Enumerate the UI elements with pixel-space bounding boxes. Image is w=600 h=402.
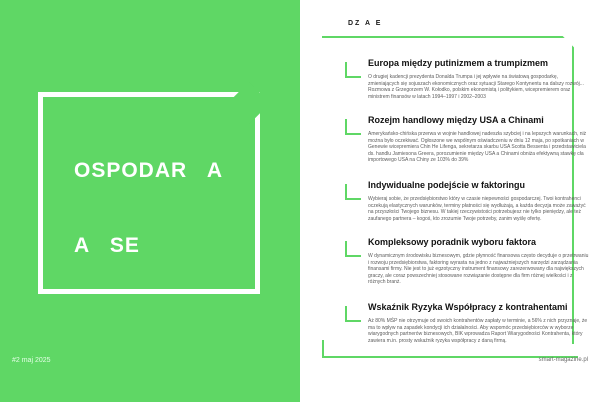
- issue-date: #2 maj 2025: [12, 357, 51, 364]
- right-page: [300, 0, 600, 402]
- section-title: [74, 108, 254, 308]
- article-title-1[interactable]: Europa między putinizmem a trumpizmem: [368, 58, 549, 68]
- article-marker-5: [345, 306, 361, 322]
- bottom-decorative-line: [322, 340, 578, 358]
- article-marker-1: [345, 62, 361, 78]
- article-2[interactable]: [368, 115, 590, 164]
- article-marker-3: [345, 184, 361, 200]
- article-body-5: Aż 80% MŚP nie otrzymuje od swoich kontrahentów zapłaty w terminie, a 56% z nich przyznaje, że ma to wpływ na zapadek kondycji ich działalności. Aby wspomóc przedsiębiorców w wyborze wiarygodnych partnerów biznesowych, BIK wprowadza Raport Wiarygodności Kontrahenta, który zawiera m.in. prosty wskaźnik ryzyka współpracy z daną firmą.: [368, 318, 588, 344]
- page-header: DZ A E: [348, 20, 383, 27]
- article-title-5[interactable]: Wskaźnik Ryzyka Współpracy z kontrahentami: [368, 302, 568, 312]
- article-3[interactable]: [368, 180, 590, 222]
- article-body-3: Wybieraj sobie, że przedsiębiorstwo który w czasie niepewności gospodarczej. Twoi kontrahenci oczekują elastycznych warunków, terminy płatności się wydłużają, a każda decyzja może zaważyć na przyszłości Twojego biznesu. W takiej rzeczywistości potrzebujesz nie tylko pieniędzy, ale też zaufanego partnera – kogoś, kto zrozumie Twoje potrzeby, zanim wyślę ofertę.: [368, 196, 586, 222]
- article-1[interactable]: [368, 58, 590, 100]
- article-title-2[interactable]: Rozejm handlowy między USA a Chinami: [368, 115, 544, 125]
- article-4[interactable]: [368, 237, 590, 286]
- section-title-line-2: A SE: [74, 234, 140, 257]
- article-marker-4: [345, 241, 361, 257]
- article-5[interactable]: [368, 302, 590, 344]
- website-url[interactable]: smart-magazine.pl: [538, 357, 588, 363]
- article-body-4: W dynamicznym środowisku biznesowym, gdzie płynność finansowa często decyduje o przetrwaniu i rozwoju przedsiębiorstwa, faktoring wyrasta na jedno z najważniejszych narzędzi zarządzania finansami firmy. Nie jest to już egzotyczny instrument finansowy zarezerwowany dla największych graczy, ale coraz powszechniej stosowane rozwiązanie dostępne dla firm różnej wielkości i z różnych branż.: [368, 253, 589, 286]
- article-body-2: Amerykańsko-chińska przerwa w wojnie handlowej nadeszła szybciej i na lepszych warunkach, niż można było oczekiwać. Ogłoszone we wspólnym oświadczeniu w dniu 12 maja, po spotkaniach w Genewie wicepremiera Chin He Lifenga, sekretarza skarbu USA Scotta Bessenta i przedstawiciela ds. handlu Jamiesona Greera, porozumienie między USA a Chinami obniża efektywną stawkę cła importowego USA na Chiny ze 103% do 39%: [368, 131, 587, 164]
- article-title-4[interactable]: Kompleksowy poradnik wyboru faktora: [368, 237, 537, 247]
- article-title-3[interactable]: Indywidualne podejście w faktoringu: [368, 180, 526, 190]
- section-title-line-1: OSPODAR A: [74, 159, 224, 182]
- article-body-1: O drugiej kadencji prezydenta Donalda Trumpa i jej wpływie na światową gospodarkę, zmieniających się sojuszach ekonomicznych oraz sytuacji Starego Kontynentu na dalszy rozwój... Rozmowa z Grzegorzem W. Kołodko, polskim ekonomistą i politykiem, wicepremierem oraz ministrem finansów w latach 1994–1997 i 2002–2003: [368, 74, 584, 100]
- article-marker-2: [345, 119, 361, 135]
